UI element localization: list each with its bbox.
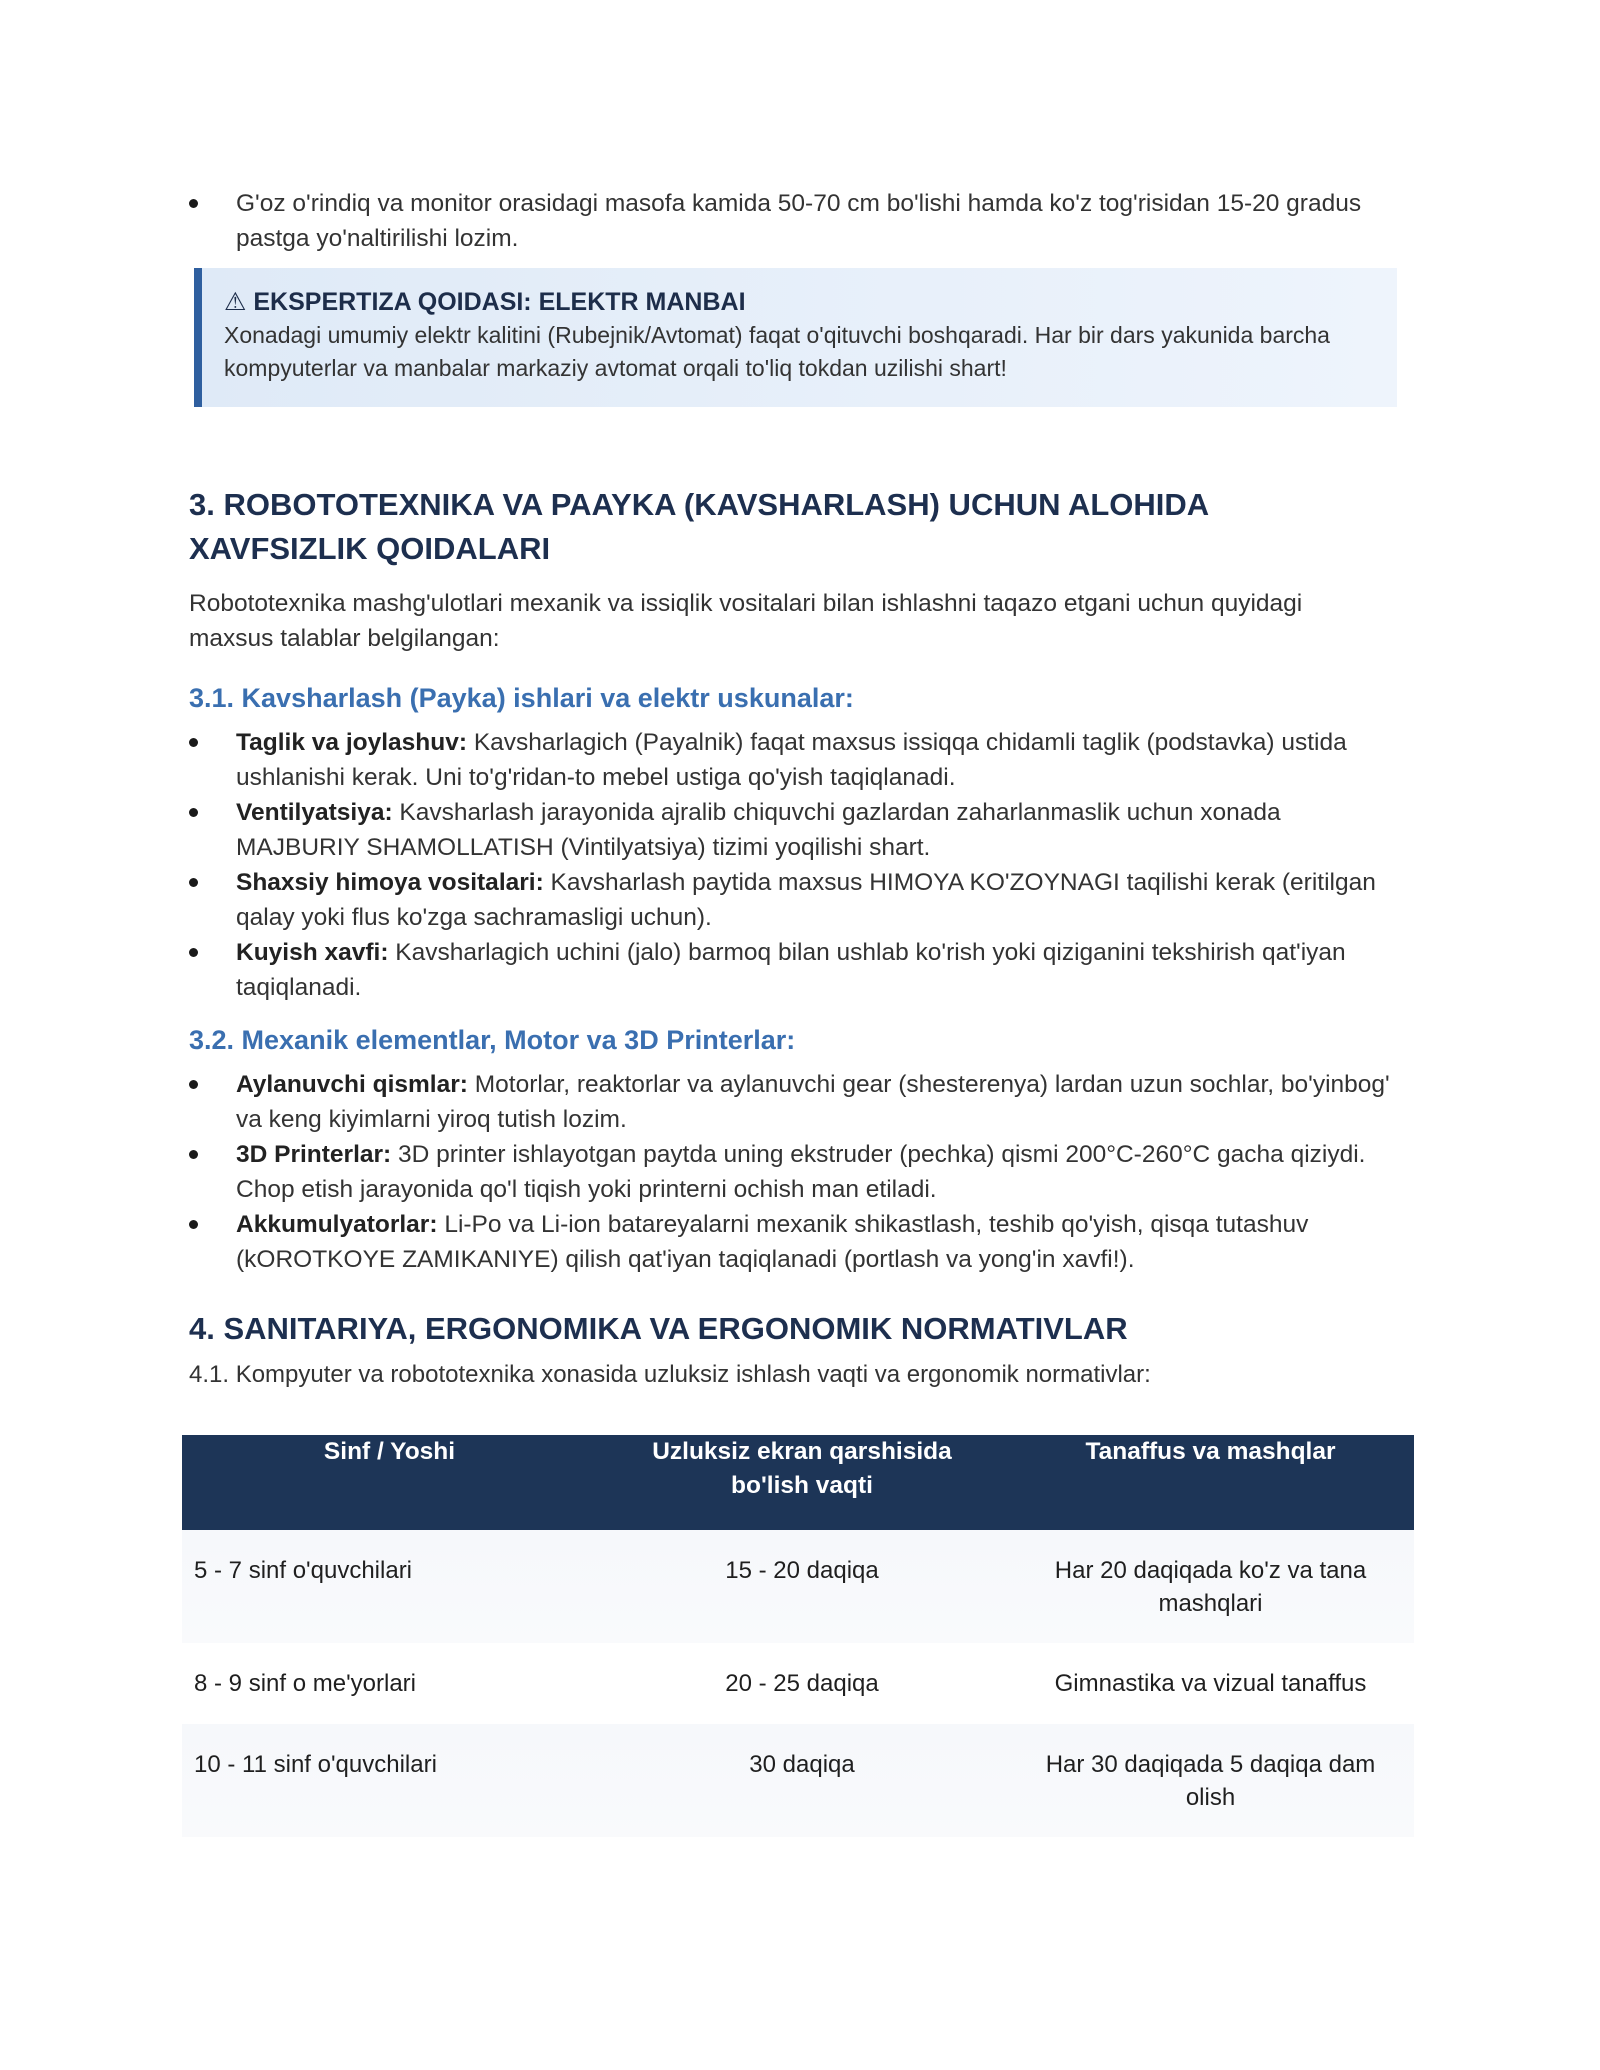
table-cell: 30 daqiqa [597,1724,1007,1837]
item-label: Kuyish xavfi: [236,939,389,966]
list-item [189,935,1396,1005]
table-cell: 10 - 11 sinf o'quvchilari [182,1724,597,1837]
subsection-3-2-title: 3.2. Mexanik elementlar, Motor va 3D Printerlar: [189,1025,796,1055]
list-item [189,725,1396,795]
item-label: Ventilyatsiya: [236,799,393,826]
table-cell: 5 - 7 sinf o'quvchilari [182,1530,597,1643]
callout-title-text: EKSPERTIZA QOIDASI: ELEKTR MANBAI [253,288,746,316]
section-3-intro: Robototexnika mashg'ulotlari mexanik va issiqlik vositalari bilan ishlashni taqazo etgani uchun quyidagi maxsus talablar belgilangan: [189,590,1303,652]
bullet-icon [189,878,198,887]
warning-callout [194,268,1397,407]
item-text: Kavsharlagich (Payalnik) faqat maxsus issiqqa chidamli taglik (podstavka) ustida ushlanishi kerak. Uni to'g'ridan-to mebel ustiga qo'yish taqiqlanadi. [236,729,1347,791]
section-4-intro: 4.1. Kompyuter va robototexnika xonasida uzluksiz ishlash vaqti va ergonomik normativlar: [189,1361,1151,1388]
subsection-3-1-title: 3.1. Kavsharlash (Payka) ishlari va elektr uskunalar: [189,683,854,713]
table-row [182,1530,1414,1643]
item-label: Shaxsiy himoya vositalari: [236,869,544,896]
item-label: Akkumulyatorlar: [236,1211,438,1238]
bullet-text: G'oz o'rindiq va monitor orasidagi masofa kamida 50-70 cm bo'lishi hamda ko'z tog'risidan 15-20 gradus pastga yo'naltirilishi lozim. [236,190,1362,252]
section-4-title: 4. SANITARIYA, ERGONOMIKA VA ERGONOMIK NORMATIVLAR [189,1311,1128,1346]
table-row [182,1724,1414,1837]
item-text: Kavsharlash paytida maxsus HIMOYA KO'ZOYNAGI taqilishi kerak (eritilgan qalay yoki flus ko'zga sachramasligi uchun). [236,869,1376,931]
page-content [189,186,1419,1392]
callout-text: Xonadagi umumiy elektr kalitini (Rubejnik/Avtomat) faqat o'qituvchi boshqaradi. Har bir dars yakunida barcha kompyuterlar va manbalar markaziy avtomat orqali to'liq tokdan uzilishi shart! [224,322,1330,381]
list-item [189,1137,1406,1207]
table-cell: Har 20 daqiqada ko'z va tana mashqlari [1007,1530,1414,1643]
item-text: Kavsharlagich uchini (jalo) barmoq bilan ushlab ko'rish yoki qiziganini tekshirish qat'iyan taqiqlanadi. [236,939,1346,1001]
bullet-icon [189,199,198,208]
list-item [189,1207,1436,1277]
item-label: Taglik va joylashuv: [236,729,468,756]
ergonomic-norms-table [182,1435,1414,1837]
callout-title [224,285,1373,319]
item-text: Kavsharlash jarayonida ajralib chiquvchi gazlardan zaharlanmaslik uchun xonada MAJBURIY SHAMOLLATISH (Vintilyatsiya) tizimi yoqilishi shart. [236,799,1281,861]
table-cell: 20 - 25 daqiqa [597,1643,1007,1724]
bullet-icon [189,1150,198,1159]
table-header-cell: Uzluksiz ekran qarshisida bo'lish vaqti [597,1435,1007,1530]
item-label: 3D Printerlar: [236,1141,392,1168]
bullet-icon [189,1080,198,1089]
bullet-icon [189,948,198,957]
list-item [189,186,1406,256]
table-header-cell: Tanaffus va mashqlar [1007,1435,1414,1530]
list-item [189,1067,1406,1137]
table-header-cell: Sinf / Yoshi [182,1435,597,1530]
bullet-icon [189,808,198,817]
item-text: Motorlar, reaktorlar va aylanuvchi gear (shesterenya) lardan uzun sochlar, bo'yinbog' va keng kiyimlarni yiroq tutish lozim. [236,1071,1390,1133]
item-text: Li-Po va Li-ion batareyalarni mexanik shikastlash, teshib qo'yish, qisqa tutashuv (kOROTKOYE ZAMIKANIYE) qilish qat'iyan taqiqlanadi (portlash va yong'in xavfi!). [236,1211,1309,1273]
table-cell: 15 - 20 daqiqa [597,1530,1007,1643]
item-label: Aylanuvchi qismlar: [236,1071,468,1098]
table-row [182,1643,1414,1724]
item-text: 3D printer ishlayotgan paytda uning ekstruder (pechka) qismi 200°C-260°C gacha qiziydi. Chop etish jarayonida qo'l tiqish yoki printerni ochish man etiladi. [236,1141,1366,1203]
table-cell: 8 - 9 sinf o me'yorlari [182,1643,597,1724]
section-3-title: 3. ROBOTOTEXNIKA VA PAAYKA (KAVSHARLASH) UCHUN ALOHIDA XAVFSIZLIK QOIDALARI [189,487,1209,566]
table-cell: Har 30 daqiqada 5 daqiqa dam olish [1007,1724,1414,1837]
table-header-row [182,1435,1414,1530]
bullet-icon [189,1220,198,1229]
subsection-3-2-list [189,1067,1419,1277]
subsection-3-1-list [189,725,1419,1005]
bullet-icon [189,738,198,747]
top-bullet-list [189,186,1419,256]
list-item [189,795,1396,865]
table-cell: Gimnastika va vizual tanaffus [1007,1643,1414,1724]
warning-icon: ⚠ [224,288,247,316]
list-item [189,865,1396,935]
